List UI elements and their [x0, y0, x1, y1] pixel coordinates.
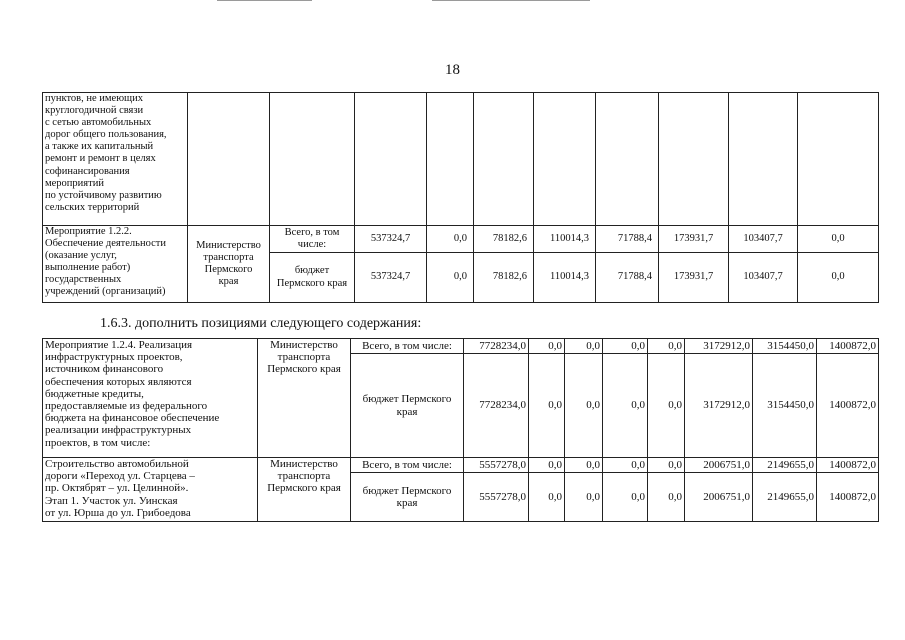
funding-source-cell: [270, 253, 355, 303]
funding-source-cell: [351, 458, 464, 473]
value-cell: 0,0: [565, 473, 603, 522]
funding-source-cell: [351, 354, 464, 458]
empty-cell: [534, 93, 596, 226]
value-cell: 103407,7: [729, 253, 798, 303]
value-cell: 0,0: [529, 473, 565, 522]
value-cell: 0,0: [529, 354, 565, 458]
funding-source: [272, 227, 352, 251]
text-line: дорог общего пользования,: [45, 129, 167, 141]
text-line: пунктов, не имеющих: [45, 93, 143, 104]
funding-source-cell: [270, 226, 355, 253]
text-line: транспорта: [277, 470, 331, 483]
text-line: Этап 1. Участок ул. Уинская: [45, 494, 178, 507]
empty-cell: [729, 93, 798, 226]
text-line: реализации инфраструктурных: [45, 424, 192, 437]
text-line: с сетью автомобильных: [45, 117, 152, 129]
text-line: проектов, в том числе:: [45, 436, 151, 449]
executor-cell: [258, 458, 351, 522]
empty-cell: [798, 93, 879, 226]
text-line: Пермского края: [267, 363, 341, 376]
empty-cell: [596, 93, 659, 226]
value-cell: 5557278,0: [464, 458, 529, 473]
executor-cell: [258, 339, 351, 458]
text-line: (оказание услуг,: [45, 250, 117, 262]
page-number: 18: [445, 62, 460, 78]
text-line: транспорта: [277, 351, 331, 364]
value-cell: 537324,7: [355, 253, 427, 303]
text-line: по устойчивому развитию: [45, 189, 162, 201]
value-cell: 0,0: [427, 226, 474, 253]
value-cell: 78182,6: [474, 226, 534, 253]
measure-name-cell: [43, 339, 258, 458]
value-cell: 0,0: [565, 458, 603, 473]
funding-source-cell: [351, 473, 464, 522]
value-cell: 3154450,0: [753, 354, 817, 458]
text-line: пр. Октябрят – ул. Целинной».: [45, 482, 189, 495]
value-cell: 1400872,0: [817, 339, 879, 354]
text-line: Обеспечение деятельности: [45, 238, 166, 250]
text-line: Министерство: [270, 458, 338, 470]
text-line: Мероприятие 1.2.4. Реализация: [45, 339, 193, 351]
text-line: учреждений (организаций): [45, 286, 166, 298]
funding-source-cell: [351, 339, 464, 354]
value-cell: 0,0: [529, 339, 565, 354]
value-cell: 0,0: [648, 339, 685, 354]
table-row: [43, 93, 879, 226]
text-line: мероприятий: [45, 177, 104, 189]
road-construction-name: [45, 458, 255, 519]
value-cell: 7728234,0: [464, 354, 529, 458]
empty-cell: [659, 93, 729, 226]
value-cell: 0,0: [529, 458, 565, 473]
value-cell: 2149655,0: [753, 458, 817, 473]
text-line: источником финансового: [45, 363, 164, 376]
value-cell: 0,0: [798, 226, 879, 253]
funding-source: [353, 485, 461, 509]
measure-name-cell: [43, 226, 188, 303]
value-cell: 71788,4: [596, 253, 659, 303]
value-cell: 5557278,0: [464, 473, 529, 522]
budget-table-lower: [42, 338, 879, 522]
text-line: дороги «Переход ул. Старцева –: [45, 470, 195, 483]
executor-cell: [188, 226, 270, 303]
text-line: Мероприятие 1.2.2.: [45, 226, 132, 237]
value-cell: 110014,3: [534, 253, 596, 303]
text-line: числе:: [297, 239, 327, 250]
scan-edge-line-left: [217, 0, 312, 1]
text-line: а также их капитальный: [45, 141, 154, 153]
text-line: выполнение работ): [45, 262, 131, 274]
table-row: [43, 339, 879, 354]
funding-source: [353, 393, 461, 417]
value-cell: 3154450,0: [753, 339, 817, 354]
text-line: Министерство: [270, 339, 338, 351]
text-line: Всего, в том числе:: [362, 339, 452, 352]
empty-cell: [427, 93, 474, 226]
text-line: бюджетные кредиты,: [45, 387, 144, 400]
empty-cell: [355, 93, 427, 226]
text-line: обеспечения которых являются: [45, 375, 192, 388]
value-cell: 1400872,0: [817, 354, 879, 458]
value-cell: 0,0: [427, 253, 474, 303]
value-cell: 78182,6: [474, 253, 534, 303]
continuation-name-cell: [43, 93, 188, 226]
text-line: Всего, в том: [284, 226, 340, 238]
value-cell: 2006751,0: [685, 473, 753, 522]
measure-1-2-4-name: [45, 339, 255, 449]
value-cell: 2149655,0: [753, 473, 817, 522]
text-line: края: [396, 497, 418, 509]
value-cell: 537324,7: [355, 226, 427, 253]
executor: [260, 339, 348, 376]
value-cell: 0,0: [565, 354, 603, 458]
value-cell: 173931,7: [659, 226, 729, 253]
value-cell: 110014,3: [534, 226, 596, 253]
value-cell: 0,0: [603, 473, 648, 522]
scan-edge-line-right: [432, 0, 590, 1]
funding-source: [353, 340, 461, 352]
text-line: транспорта: [203, 251, 254, 263]
value-cell: 0,0: [648, 354, 685, 458]
executor: [260, 458, 348, 495]
text-line: Пермского края: [267, 482, 341, 495]
value-cell: 1400872,0: [817, 473, 879, 522]
text-line: государственных: [45, 274, 122, 286]
text-line: Министерство: [196, 239, 261, 251]
budget-table-upper: [42, 92, 879, 303]
section-heading: 1.6.3. дополнить позициями следующего содержания:: [100, 316, 422, 331]
value-cell: 0,0: [798, 253, 879, 303]
value-cell: 3172912,0: [685, 339, 753, 354]
text-line: Пермского края: [276, 277, 348, 289]
empty-cell: [474, 93, 534, 226]
text-line: Строительство автомобильной: [45, 458, 189, 470]
value-cell: 0,0: [603, 354, 648, 458]
text-line: края: [218, 276, 239, 288]
text-line: края: [396, 405, 418, 418]
value-cell: 2006751,0: [685, 458, 753, 473]
text-line: Пермского: [204, 264, 253, 275]
text-line: бюджет Пермского: [362, 393, 452, 406]
value-cell: 7728234,0: [464, 339, 529, 354]
value-cell: 0,0: [648, 458, 685, 473]
value-cell: 173931,7: [659, 253, 729, 303]
continuation-name: [45, 93, 185, 214]
measure-1-2-2-name: [45, 226, 185, 299]
value-cell: 0,0: [648, 473, 685, 522]
table-row: [43, 458, 879, 473]
empty-cell: [188, 93, 270, 226]
text-line: софинансирования: [45, 165, 130, 177]
executor: [190, 240, 267, 288]
text-line: бюджет Пермского: [362, 484, 452, 497]
text-line: Всего, в том числе:: [362, 458, 452, 471]
text-line: от ул. Юрша до ул. Грибоедова: [45, 506, 191, 519]
text-line: инфраструктурных проектов,: [45, 351, 183, 364]
funding-source: [353, 459, 461, 471]
project-name-cell: [43, 458, 258, 522]
funding-source: [272, 265, 352, 289]
value-cell: 103407,7: [729, 226, 798, 253]
text-line: круглогодичной связи: [45, 105, 144, 117]
value-cell: 0,0: [603, 458, 648, 473]
text-line: сельских территорий: [45, 201, 140, 213]
text-line: ремонт и ремонт в целях: [45, 153, 156, 165]
value-cell: 1400872,0: [817, 458, 879, 473]
value-cell: 3172912,0: [685, 354, 753, 458]
value-cell: 0,0: [603, 339, 648, 354]
text-line: предоставляемые из федерального: [45, 400, 208, 413]
value-cell: 71788,4: [596, 226, 659, 253]
empty-cell: [270, 93, 355, 226]
table-row: [43, 226, 879, 253]
text-line: бюджет: [294, 265, 330, 277]
value-cell: 0,0: [565, 339, 603, 354]
text-line: бюджета на финансовое обеспечение: [45, 412, 220, 425]
